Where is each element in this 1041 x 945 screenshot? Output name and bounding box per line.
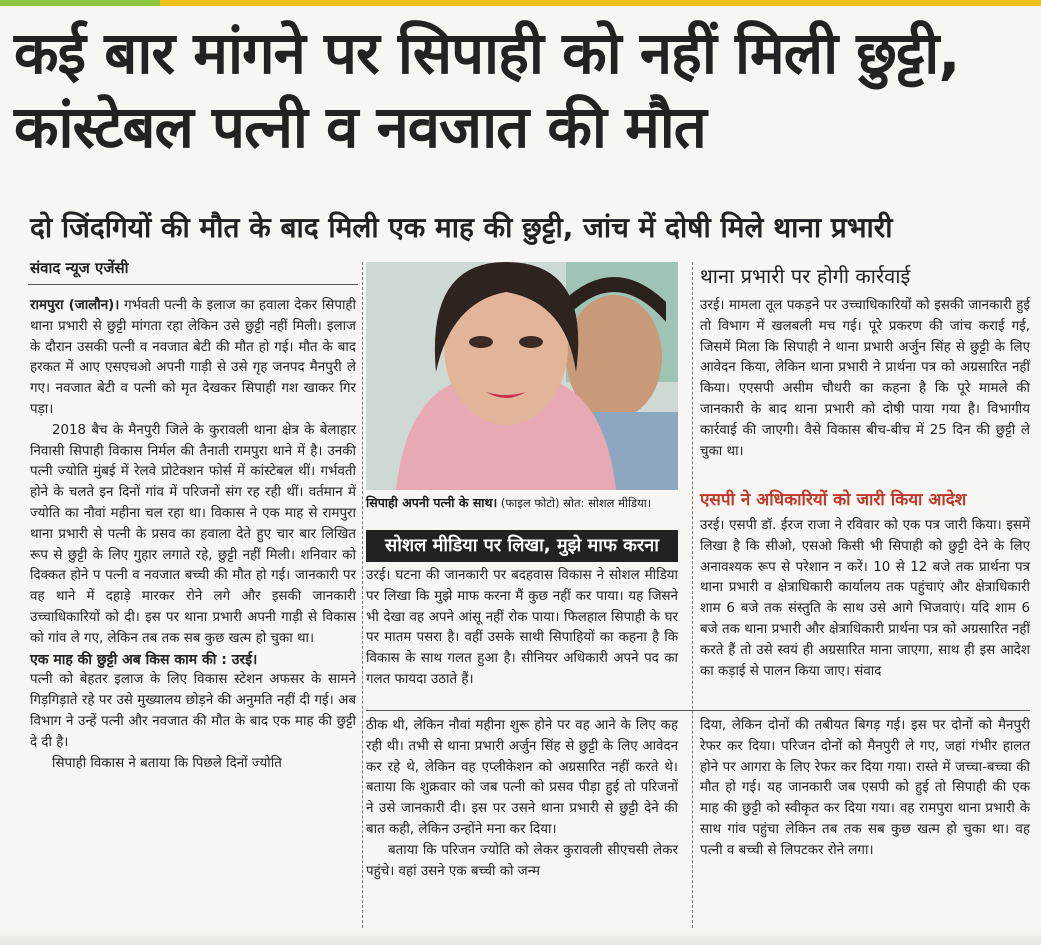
- caption-bold: सिपाही अपनी पत्नी के साथ।: [366, 495, 498, 510]
- page-bottom-edge: [0, 928, 1041, 945]
- photo-caption: [366, 494, 678, 512]
- continuation-column-2: [366, 716, 678, 928]
- column-1: [30, 296, 356, 928]
- column-3-bottom: [700, 516, 1030, 706]
- caption-source: (फाइल फोटो) स्रोत: सोशल मीडिया।: [500, 496, 652, 510]
- col3-para-1: उरई। मामला तूल पकड़ने पर उच्चाधिकारियों को इसकी जानकारी हुई तो विभाग में खलबली मच गई। पूरे प्रकरण की जांच कराई गई, जिसमें मिला कि सिपाही ने थाना प्रभारी अर्जुन सिंह से छुट्टी के लिए आवेदन किया, लेकिन थाना प्रभारी ने प्रार्थना पत्र को अग्रसारित नहीं किया। एएसपी असीम चौधरी का कहना है कि पूरे मामले की जानकारी के बाद थाना प्रभारी को दोषी पाया गया है। विभागीय कार्रवाई की जाएगी। वैसे विकास बीच-बीच में 25 दिन की छुट्टी ले चुका था।: [700, 298, 1030, 459]
- col1-subheading: एक माह की छुट्टी अब किस काम की : उरई।: [30, 651, 258, 668]
- subheadline: दो जिंदगियों की मौत के बाद मिली एक माह की छुट्टी, जांच में दोषी मिले थाना प्रभारी: [30, 211, 893, 244]
- col2-para-1: उरई। घटना की जानकारी पर बदहवास विकास ने सोशल मीडिया पर लिखा कि मुझे माफ करना मैं कुछ नहीं कर पाया। यह जिसने भी देखा वह अपने आंसू नहीं रोक पाया। फिलहाल सिपाही के घर पर मातम पसरा है। वहीं उसके साथी सिपाहियों का कहना है कि विकास के साथ गलत हुआ है। सीनियर अधिकारी अपने पद का गलत फायदा उठाते हैं।: [366, 568, 678, 687]
- column-3-top: [700, 296, 1030, 486]
- top-color-bar: [0, 0, 1041, 6]
- col3-para-2: उरई। एसपी डॉ. ईरज राजा ने रविवार को एक पत्र जारी किया। इसमें लिखा है कि सीओ, एसओ किसी भी सिपाही को छुट्टी देने के लिए अनावश्यक रूप से परेशान न करें। 10 से 12 बजे तक प्रार्थना पत्र थाना प्रभारी व क्षेत्राधिकारी कार्यालय तक पहुंचाएं और क्षेत्राधिकारी शाम 6 बजे तक संस्तुति के साथ उसे आगे भिजवाएं। यदि शाम 6 बजे तक थाना प्रभारी और क्षेत्राधिकारी प्रार्थना पत्र को अग्रसारित नहीं करते हैं तो उसे स्वयं ही अग्रसारित माना जाएगा, साथ ही इस आदेश का कड़ाई से पालन किया जाए। संवाद: [700, 518, 1030, 679]
- col1-para-3: पत्नी को बेहतर इलाज के लिए विकास स्टेशन अफसर के सामने गिड़गिड़ाते रहे पर उसे मुख्यालय छोड़ने की अनुमति नहीं दी गई। अब विभाग ने उन्हें पत्नी और नवजात की मौत के बाद एक माह की छुट्टी दे दी है।: [30, 672, 356, 750]
- photo-couple: [366, 262, 678, 490]
- column-2: [366, 566, 678, 706]
- action-heading: थाना प्रभारी पर होगी कार्रवाई: [700, 264, 911, 288]
- byline: संवाद न्यूज एजेंसी: [30, 259, 129, 277]
- cont-para-2: बताया कि परिजन ज्योति को लेकर कुरावली सीएचसी लेकर पहुंचे। वहां उसने एक बच्ची को जन्म: [366, 842, 678, 879]
- byline-rule: [28, 284, 358, 285]
- headline: कई बार मांगने पर सिपाही को नहीं मिली छुट्टी, कांस्टेबल पत्नी व नवजात की मौत: [14, 19, 960, 161]
- sp-order-heading: एसपी ने अधिकारियों को जारी किया आदेश: [700, 490, 967, 510]
- continuation-rule: [366, 710, 1030, 711]
- top-bar-green: [0, 0, 160, 6]
- dateline: रामपुरा (जालौन)।: [30, 298, 120, 313]
- continuation-column-3: [700, 716, 1030, 928]
- cont-para-1: ठीक थी, लेकिन नौवां महीना शुरू होने पर वह आने के लिए कह रही थी। तभी से थाना प्रभारी अर्जुन सिंह से छुट्टी के लिए आवेदन कर रहे थे, लेकिन वह एप्लीकेशन को अग्रसारित नहीं करते थे। बताया कि शुक्रवार को जब पत्नी को प्रसव पीड़ा हुई तो परिजनों ने उसे जानकारी दी। इस पर उसने थाना प्रभारी से छुट्टी देने की बात कही, लेकिन उन्होंने मना कर दिया।: [366, 718, 678, 837]
- photo-illustration: [366, 262, 678, 490]
- col1-para-1: गर्भवती पत्नी के इलाज का हवाला देकर सिपाही थाना प्रभारी से छुट्टी मांगता रहा लेकिन उसे छुट्टी नहीं मिली। इलाज के दौरान उसकी पत्नी व नवजात बेटी की मौत हो गई। मौत के बाद हरकत में आए एसएचओ अपनी गाड़ी से उसे गृह जनपद मैनपुरी ले गए। नवजात बेटी व पत्नी को मृत देखकर सिपाही गश खाकर गिर पड़ा।: [30, 298, 356, 417]
- column-divider-1: [362, 262, 363, 928]
- col1-para-4: सिपाही विकास ने बताया कि पिछले दिनों ज्योति: [52, 755, 282, 771]
- social-media-banner: सोशल मीडिया पर लिखा, मुझे माफ करना: [366, 530, 678, 562]
- top-bar-yellow: [160, 0, 1041, 6]
- cont-para-3: दिया, लेकिन दोनों की तबीयत बिगड़ गई। इस पर दोनों को मैनपुरी रेफर कर दिया। परिजन दोनों को मैनपुरी ले गए, जहां गंभीर हालत होने पर आगरा के लिए रेफर कर दिया गया। रास्ते में जच्चा-बच्चा की मौत हो गई। यह जानकारी जब एसपी को हुई तो सिपाही की एक माह की छुट्टी को स्वीकृत कर दिया गया। वह रामपुरा थाना प्रभारी के साथ गांव पहुंचा लेकिन तब तक सब कुछ खत्म हो चुका था। वह पत्नी व बच्ची से लिपटकर रोने लगा।: [700, 718, 1030, 858]
- column-divider-2: [692, 262, 693, 928]
- col1-para-2: 2018 बैच के मैनपुरी जिले के कुरावली थाना क्षेत्र के बेलाहार निवासी सिपाही विकास निर्मल की तैनाती रामपुरा थाने में है। उनकी पत्नी ज्योति मुंबई में रेलवे प्रोटेक्शन फोर्स में कांस्टेबल थीं। गर्भवती होने के चलते इन दिनों गांव में परिजनों संग रह रही थीं। वर्तमान में ज्योति का नौवां महीना चल रहा था। विकास ने एक माह से रामपुरा थाना प्रभारी से पत्नी के प्रसव का हवाला देते हुए चार बार लिखित रूप से छुट्टी के लिए गुहार लगाते रहे, छुट्टी नहीं मिली। शनिवार को दिक्कत होने प पत्नी व नवजात बच्ची की मौत हो गई। जानकारी पर वह थाने में दहाड़े मारकर रोने लगे और इसकी जानकारी उच्चाधिकारियों को दी। इस पर थाना प्रभारी अपनी गाड़ी से विकास को गांव ले गए, लेकिन तब तक सब कुछ खत्म हो चुका था।: [30, 422, 356, 646]
